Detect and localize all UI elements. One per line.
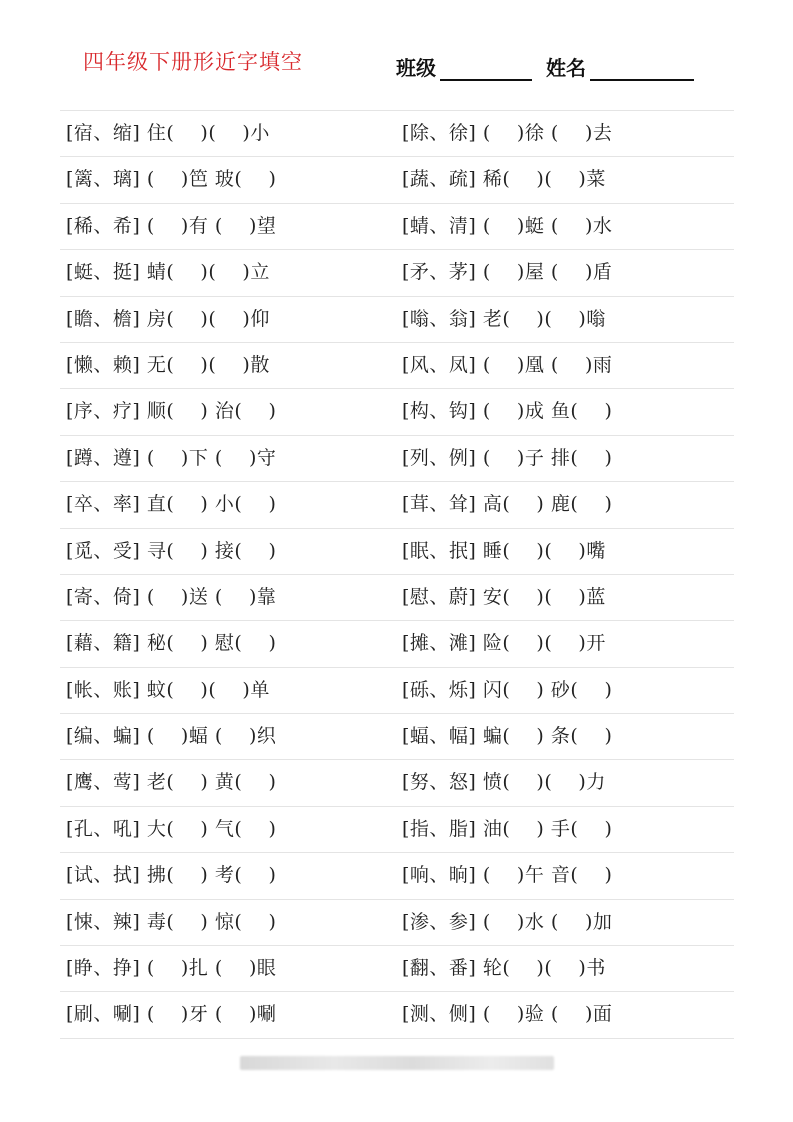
exercise-row — [60, 343, 734, 389]
exercise-right: [渗、参] ( )水 ( )加 — [402, 910, 613, 933]
exercise-right: [眠、抿] 睡( )( )嘴 — [402, 539, 606, 562]
name-field — [546, 52, 694, 81]
exercise-left: [懒、赖] 无( )( )散 — [66, 353, 270, 376]
exercise-right: [构、钩] ( )成 鱼( ) — [402, 400, 613, 423]
exercise-left: [觅、受] 寻( ) 接( ) — [66, 539, 277, 562]
exercise-row — [60, 668, 734, 714]
exercise-right: [测、侧] ( )验 ( )面 — [402, 1003, 613, 1026]
exercise-left: [试、拭] 拂( ) 考( ) — [66, 864, 277, 887]
exercise-left: [序、疗] 顺( ) 治( ) — [66, 400, 277, 423]
exercise-left: [孔、吼] 大( ) 气( ) — [66, 817, 277, 840]
exercise-right: [翻、番] 轮( )( )书 — [402, 957, 606, 980]
exercise-row — [60, 157, 734, 203]
exercise-row — [60, 853, 734, 899]
exercise-row — [60, 807, 734, 853]
exercise-row — [60, 436, 734, 482]
class-blank-line[interactable] — [440, 57, 532, 81]
exercise-row — [60, 529, 734, 575]
exercise-right: [除、徐] ( )徐 ( )去 — [402, 122, 613, 144]
exercise-right: [努、怒] 愤( )( )力 — [402, 771, 606, 794]
exercise-left: [睁、挣] ( )扎 ( )眼 — [66, 957, 277, 980]
exercise-left: [蜓、挺] 蜻( )( )立 — [66, 261, 270, 284]
blurred-footer-watermark — [240, 1056, 554, 1070]
exercise-row — [60, 111, 734, 157]
exercise-right: [响、晌] ( )午 音( ) — [402, 864, 613, 887]
exercise-row — [60, 621, 734, 667]
worksheet-title: 四年级下册形近字填空 — [83, 50, 303, 74]
exercise-right: [列、例] ( )子 排( ) — [402, 446, 613, 469]
class-field — [396, 52, 532, 81]
exercise-left: [稀、希] ( )有 ( )望 — [66, 214, 277, 237]
exercise-left: [帐、账] 蚊( )( )单 — [66, 678, 270, 701]
exercise-row — [60, 760, 734, 806]
exercise-left: [寄、倚] ( )送 ( )靠 — [66, 585, 277, 608]
exercise-row — [60, 482, 734, 528]
exercise-row — [60, 992, 734, 1038]
exercise-left: [篱、璃] ( )笆 玻( ) — [66, 168, 277, 191]
exercise-row — [60, 946, 734, 992]
exercise-right: [蝠、幅] 蝙( ) 条( ) — [402, 725, 613, 748]
exercise-right: [慰、蔚] 安( )( )蓝 — [402, 585, 606, 608]
exercise-left: [蹲、遵] ( )下 ( )守 — [66, 446, 277, 469]
exercise-left: [刷、唰] ( )牙 ( )唰 — [66, 1003, 277, 1026]
exercise-left: [卒、率] 直( ) 小( ) — [66, 493, 277, 516]
exercise-right: [蔬、疏] 稀( )( )菜 — [402, 168, 606, 191]
exercise-left: [鹰、莺] 老( ) 黄( ) — [66, 771, 277, 794]
exercise-row — [60, 250, 734, 296]
exercise-right: [茸、耸] 高( ) 鹿( ) — [402, 493, 613, 516]
exercise-left: [藉、籍] 秘( ) 慰( ) — [66, 632, 277, 655]
exercise-left: [宿、缩] 住( )( )小 — [66, 122, 270, 144]
exercise-right: [蜻、清] ( )蜓 ( )水 — [402, 214, 613, 237]
exercise-row — [60, 389, 734, 435]
exercise-row — [60, 575, 734, 621]
exercise-right: [风、凤] ( )凰 ( )雨 — [402, 353, 613, 376]
exercise-right: [摊、滩] 险( )( )开 — [402, 632, 606, 655]
exercise-row — [60, 900, 734, 946]
exercise-left: [瞻、檐] 房( )( )仰 — [66, 307, 270, 330]
exercise-right: [矛、茅] ( )屋 ( )盾 — [402, 261, 613, 284]
name-label: 姓名 — [546, 56, 586, 80]
exercise-row — [60, 204, 734, 250]
exercise-list — [60, 110, 734, 1039]
exercise-right: [指、脂] 油( ) 手( ) — [402, 817, 613, 840]
name-blank-line[interactable] — [590, 57, 694, 81]
class-label: 班级 — [396, 56, 436, 80]
exercise-left: [悚、辣] 毒( ) 惊( ) — [66, 910, 277, 933]
exercise-right: [嗡、翁] 老( )( )嗡 — [402, 307, 606, 330]
exercise-right: [砾、烁] 闪( ) 砂( ) — [402, 678, 613, 701]
exercise-row — [60, 297, 734, 343]
exercise-row — [60, 714, 734, 760]
exercise-left: [编、蝙] ( )蝠 ( )织 — [66, 725, 277, 748]
